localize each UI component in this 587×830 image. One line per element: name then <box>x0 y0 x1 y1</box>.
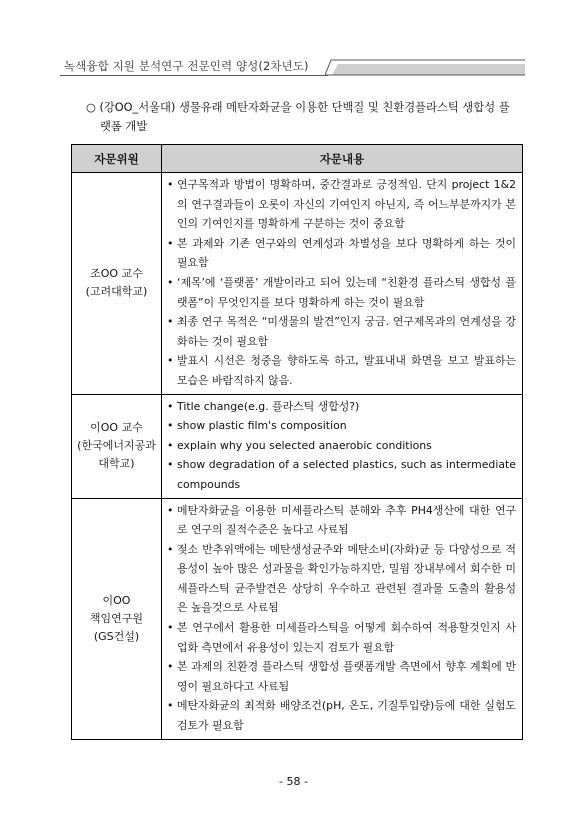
reviewer-cell <box>72 498 162 739</box>
comment-item: • 본 과제와 기존 연구와의 연계성과 차별성을 보다 명확하게 하는 것이 필요함 <box>166 234 516 273</box>
review-table-header-row <box>72 145 523 173</box>
reviewer-affiliation: (GS건설) <box>93 629 140 643</box>
comment-item: • ‘제목’에 ‘플랫폼’ 개발이라고 되어 있는데 “친환경 플라스틱 생합성 플랫폼”이 무엇인지를 보다 명확하게 하는 것이 필요함 <box>166 273 516 312</box>
table-row <box>72 394 523 498</box>
comment-item: • 본 연구에서 활용한 미세플라스틱을 어떻게 회수하여 적용할것인지 사업화 측면에서 유용성이 있는지 검토가 필요함 <box>166 618 516 657</box>
reviewer-cell <box>72 173 162 395</box>
comment-item: • 최종 연구 목적은 “미생물의 발견”인지 궁금. 연구제목과의 연계성을 강화하는 것이 필요함 <box>166 312 516 351</box>
reviewer-cell <box>72 394 162 498</box>
review-table <box>71 144 523 740</box>
project-title-continuation: 랫폼 개발 <box>100 120 148 133</box>
reviewer-affiliation: (고려대학교) <box>85 285 148 299</box>
comment-item: • Title change(e.g. 플라스틱 생합성?) <box>166 397 516 417</box>
table-row <box>72 498 523 739</box>
comment-item: • show plastic film's composition <box>166 416 516 436</box>
comment-item: • explain why you selected anaerobic conditions <box>166 436 516 456</box>
content-cell <box>162 173 523 395</box>
intro-circle-bullet: ○ <box>86 101 96 114</box>
comment-list <box>166 501 516 736</box>
page-number: - 58 - <box>279 775 308 788</box>
header-rule <box>60 75 328 76</box>
comment-item: • 본 과제의 친환경 플라스틱 생합성 플랫폼개발 측면에서 향후 계획에 반영이 필요하다고 사료됨 <box>166 657 516 696</box>
content-cell <box>162 498 523 739</box>
intro-line-1 <box>86 98 518 117</box>
comment-item: • 발표시 시선은 청중을 향하도록 하고, 발표내내 화면을 보고 발표하는 모습은 바람직하지 않음. <box>166 351 516 390</box>
reviewer-name: 이OO <box>102 593 131 607</box>
comment-item: • 젖소 반추위액에는 메탄생성균주와 메탄소비(자화)균 등 다양성으로 적용성이 높아 많은 성과물을 확인가능하지만, 밀웜 장내부에서 회수한 미세플라스틱 균주발견은 상당히 우수하고 관련된 결과물 도출의 활용성은 높을것으로 사료됨 <box>166 540 516 618</box>
reviewer-name: 이OO 교수 <box>90 421 143 435</box>
comment-list <box>166 175 516 391</box>
comment-item: • 연구목적과 방법이 명확하며, 중간결과로 긍정적임. 단지 project 1&2의 연구결과들이 오롯이 자신의 기여인지 아닌지, 즉 어느부분까지가 본인의 기여인지를 명확하게 구분하는 것이 중요함 <box>166 175 516 234</box>
content-cell <box>162 394 523 498</box>
comment-item: • 메탄자화균의 최적화 배양조건(pH, 온도, 기질투입량)등에 대한 실험도 검토가 필요함 <box>166 696 516 735</box>
header-tab-shape <box>325 58 525 76</box>
comment-list <box>166 397 516 495</box>
reviewer-title: 책임연구원 <box>89 611 144 625</box>
comment-item: • 메탄자화균을 이용한 미세플라스틱 분해와 추후 PH4생산에 대한 연구로 연구의 질적수준은 높다고 사료됨 <box>166 501 516 540</box>
reviewer-affiliation: (한국에너지공과 <box>77 439 156 453</box>
comment-item: • show degradation of a selected plastics, such as intermediate compounds <box>166 455 516 494</box>
reviewer-name: 조OO 교수 <box>90 267 143 281</box>
table-row <box>72 173 523 395</box>
project-title: (강OO_서울대) 생물유래 메탄자화균을 이용한 단백질 및 친환경플라스틱 생합성 플 <box>99 101 510 114</box>
reviewer-affiliation-cont: 대학교) <box>98 457 135 471</box>
running-header-title: 녹색융합 지원 분석연구 전문인력 양성(2차년도) <box>64 59 309 73</box>
header-content: 자문내용 <box>162 145 523 173</box>
project-intro <box>86 98 518 136</box>
header-reviewer: 자문위원 <box>72 145 162 173</box>
